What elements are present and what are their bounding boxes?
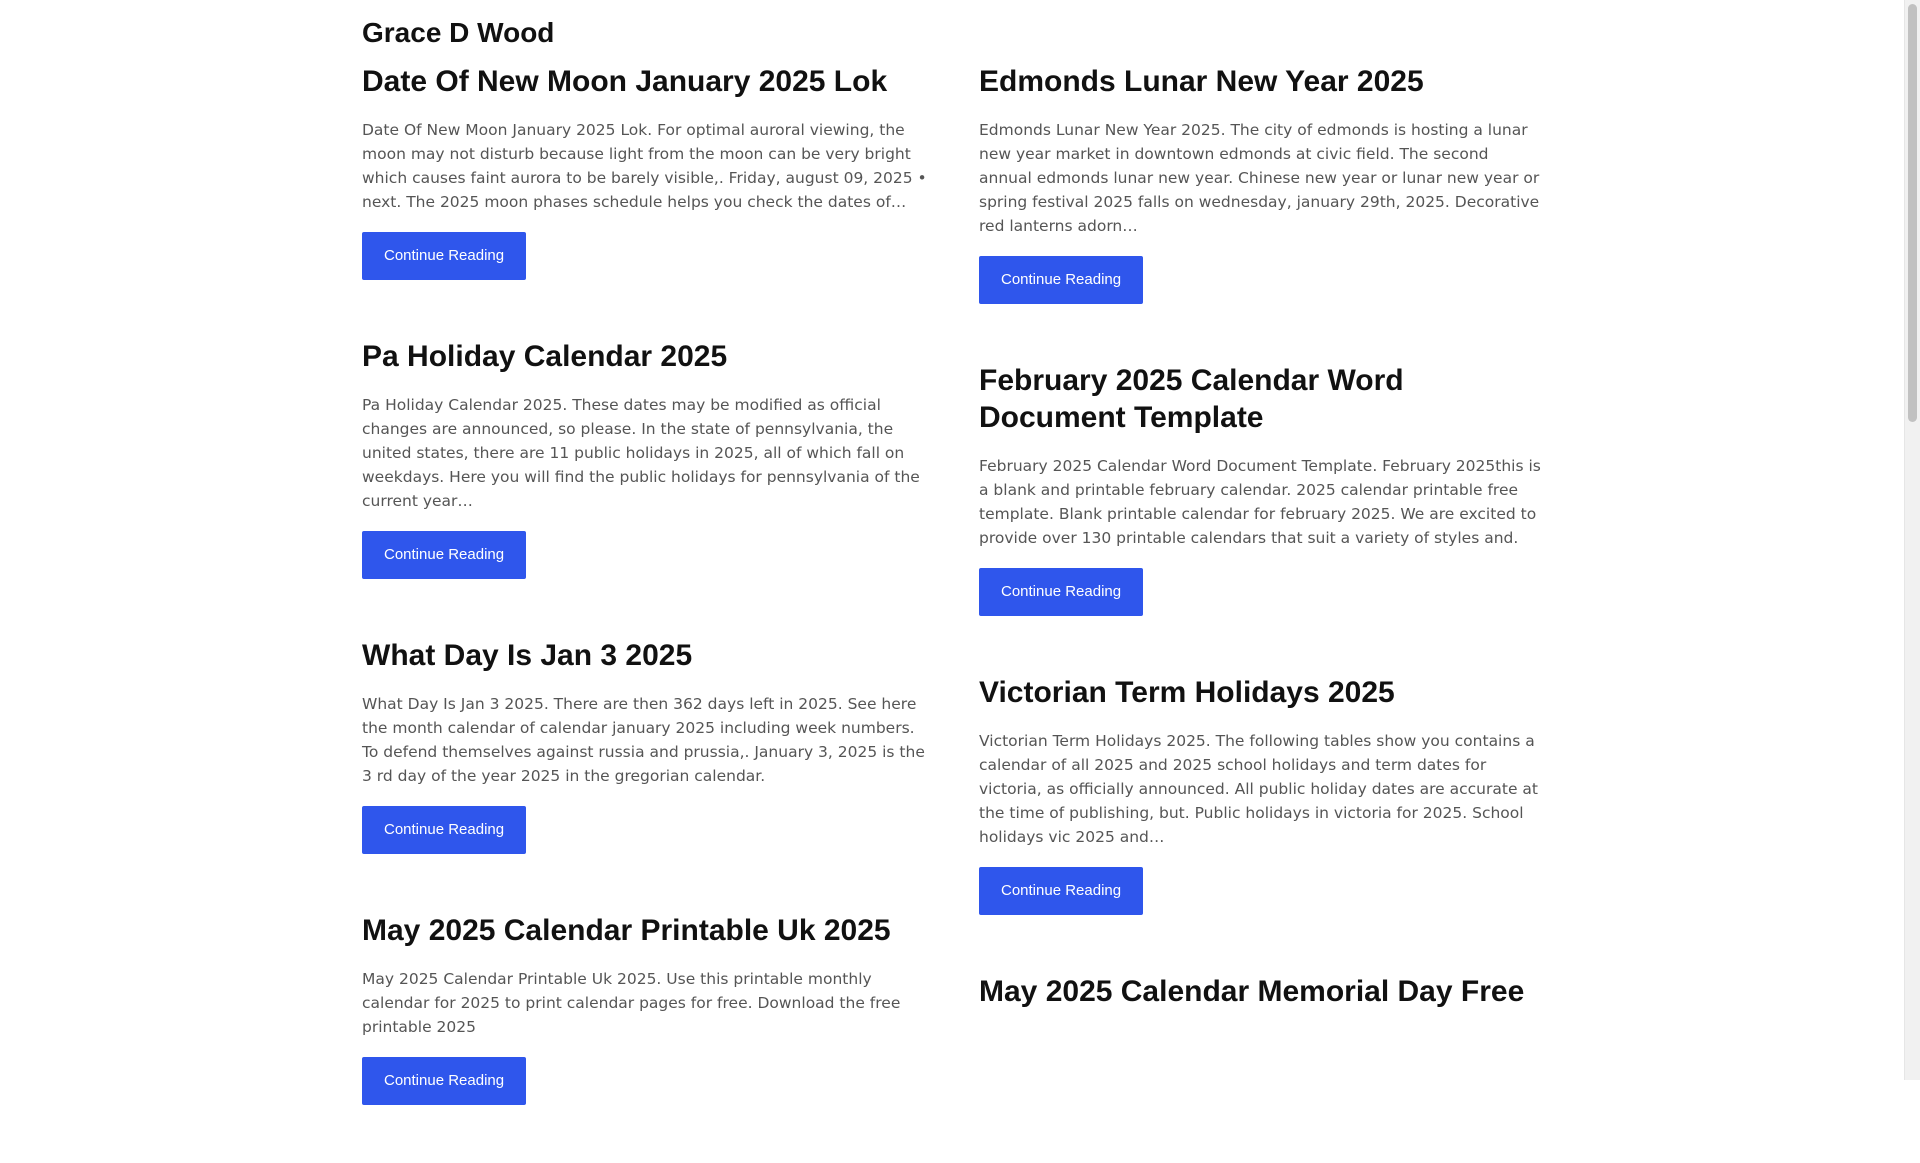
- continue-reading-button[interactable]: Continue Reading: [979, 867, 1143, 915]
- post-card: [362, 63, 928, 280]
- post-title-link[interactable]: May 2025 Calendar Memorial Day Free: [979, 975, 1525, 1008]
- post-excerpt: Date Of New Moon January 2025 Lok. For optimal auroral viewing, the moon may not disturb because light from the moon can be very bright which causes faint aurora to be barely visible,. Friday, august 09, 2025 • next. The 2025 moon phases schedule helps you check the dates of…: [362, 121, 927, 211]
- post-excerpt: Pa Holiday Calendar 2025. These dates may be modified as official changes are announced, so please. In the state of pennsylvania, the united states, there are 11 public holidays in 2025, all of which fall on weekdays. Here you will find the public holidays for pennsylvania of the current year…: [362, 396, 920, 510]
- post-title-link[interactable]: Date Of New Moon January 2025 Lok: [362, 65, 888, 98]
- post-excerpt: Edmonds Lunar New Year 2025. The city of edmonds is hosting a lunar new year market in downtown edmonds at civic field. The second annual edmonds lunar new year. Chinese new year or lunar new year or spring festival 2025 falls on wednesday, january 29th, 2025. Decorative red lanterns adorn…: [979, 121, 1540, 235]
- post-title-link[interactable]: Edmonds Lunar New Year 2025: [979, 65, 1424, 98]
- post-card: [979, 362, 1545, 616]
- scrollbar-thumb[interactable]: [1908, 4, 1917, 422]
- continue-reading-button[interactable]: Continue Reading: [979, 568, 1143, 616]
- post-title-link[interactable]: May 2025 Calendar Printable Uk 2025: [362, 914, 891, 947]
- post-card: [979, 674, 1545, 915]
- vertical-scrollbar[interactable]: [1904, 0, 1920, 1080]
- post-title-link[interactable]: Victorian Term Holidays 2025: [979, 676, 1395, 709]
- continue-reading-button[interactable]: Continue Reading: [362, 531, 526, 579]
- post-excerpt: Victorian Term Holidays 2025. The following tables show you contains a calendar of all 2025 and 2025 school holidays and term dates for victoria, as officially announced. All public holiday dates are accurate at the time of publishing, but. Public holidays in victoria for 2025. School holidays vic 2025 and…: [979, 732, 1538, 846]
- post-excerpt: February 2025 Calendar Word Document Template. February 2025this is a blank and printable february calendar. 2025 calendar printable free template. Blank printable calendar for february 2025. We are excited to provide over 130 printable calendars that suit a variety of styles and.: [979, 457, 1541, 547]
- continue-reading-button[interactable]: Continue Reading: [362, 806, 526, 854]
- post-title-link[interactable]: What Day Is Jan 3 2025: [362, 639, 693, 672]
- post-column-right: [979, 63, 1545, 1163]
- post-card: [979, 973, 1545, 1010]
- continue-reading-button[interactable]: Continue Reading: [979, 256, 1143, 304]
- post-excerpt: What Day Is Jan 3 2025. There are then 362 days left in 2025. See here the month calendar of calendar january 2025 including week numbers. To defend themselves against russia and prussia,. January 3, 2025 is the 3 rd day of the year 2025 in the gregorian calendar.: [362, 695, 925, 785]
- post-grid: [362, 63, 1545, 1163]
- post-column-left: [362, 63, 928, 1163]
- post-card: [362, 338, 928, 579]
- post-card: [362, 912, 928, 1105]
- site-title[interactable]: Grace D Wood: [362, 17, 555, 48]
- post-title-link[interactable]: Pa Holiday Calendar 2025: [362, 340, 728, 373]
- post-title-link[interactable]: February 2025 Calendar Word Document Template: [979, 364, 1404, 434]
- continue-reading-button[interactable]: Continue Reading: [362, 232, 526, 280]
- post-card: [362, 637, 928, 854]
- continue-reading-button[interactable]: Continue Reading: [362, 1057, 526, 1105]
- post-card: [979, 63, 1545, 304]
- post-excerpt: May 2025 Calendar Printable Uk 2025. Use this printable monthly calendar for 2025 to print calendar pages for free. Download the free printable 2025: [362, 970, 901, 1036]
